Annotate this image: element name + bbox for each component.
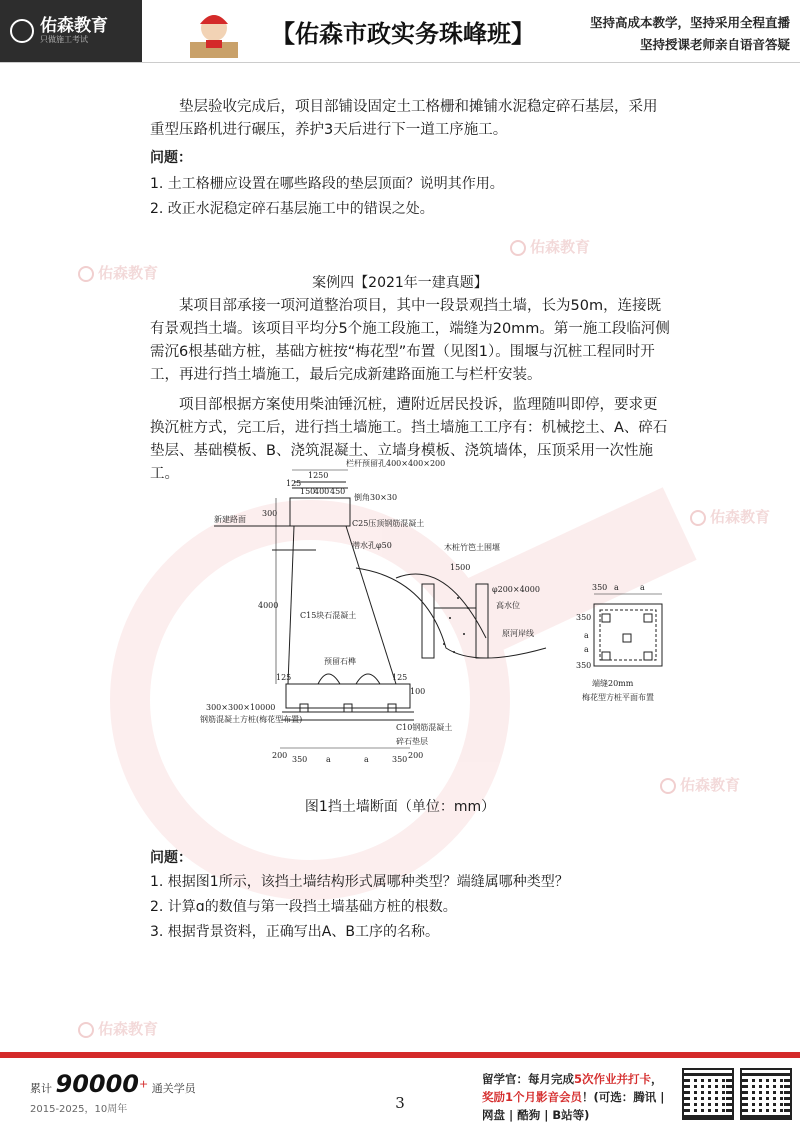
label-wall-concrete: C15块石混凝土	[300, 611, 357, 620]
case-paragraph-1: 某项目部承接一项河道整治项目，其中一段景观挡土墙，长为50m，连接既有景观挡土墙。该项目平均分5个施工段施工，端缝为20mm。第一施工段临河侧需沉6根基础方桩，基础方桩按“梅花型”布置（见图1）。围堰与沉桩工程同时开工，再进行挡土墙施工，最后完成新建路面施工与栏杆安装。	[150, 298, 670, 383]
dim-350: 350	[576, 613, 592, 622]
slogan-line-2: 坚持授课老师亲自语音答疑	[639, 37, 790, 52]
dim-350: 350	[392, 755, 408, 764]
question-item: 2. 改正水泥稳定碎石基层施工中的错误之处。	[150, 201, 434, 217]
label-gravel: 碎石垫层	[396, 737, 428, 746]
dim-350: 350	[576, 661, 592, 670]
dim-a: a	[364, 755, 369, 764]
footer-promo: 留学官：每月完成5次作业并打卡， 奖励1个月影音会员！(可选：腾讯 | 网盘 | 酷狗 | B站等)	[482, 1072, 665, 1122]
case-title: 案例四【2021年一建真题】	[312, 275, 488, 291]
page-header	[0, 0, 800, 64]
label-timber-pile: φ200×4000	[492, 585, 540, 594]
anniversary-years: 2015-2025，10周年	[30, 1104, 128, 1115]
dim-150: 150	[300, 487, 316, 496]
dim-400: 400	[314, 487, 330, 496]
header-divider	[0, 62, 800, 63]
qr-code-icon	[682, 1068, 734, 1120]
case-paragraph-2: 项目部根据方案使用柴油锤沉桩，遭附近居民投诉，监理随叫即停，要求更换沉桩方式，完工后，进行挡土墙施工。挡土墙施工工序有：机械挖土、A、碎石垫层、基础模板、B、浇筑混凝土、立墙身模板、浇筑墙体，压顶采用一次性施工。	[150, 397, 668, 482]
watermark: 佑森教育	[78, 262, 158, 283]
dim-200: 200	[408, 751, 424, 760]
dim-1500: 1500	[450, 563, 471, 572]
dim-125: 125	[276, 673, 292, 682]
question-item: 1. 土工格栅应设置在哪些路段的垫层顶面？说明其作用。	[150, 176, 504, 192]
label-new-road: 新建路面	[214, 515, 246, 524]
label-high-water: 高水位	[496, 601, 520, 610]
watermark-logo-icon	[510, 240, 526, 256]
dim-1250: 1250	[308, 471, 329, 480]
dim-125: 125	[392, 673, 408, 682]
intro-paragraph: 垫层验收完成后，项目部铺设固定土工格栅和摊铺水泥稳定碎石基层，采用重型压路机进行碾压，养护3天后进行下一道工序施工。	[150, 99, 658, 138]
label-pile-size: 300×300×10000	[206, 703, 276, 712]
questions-heading: 问题：	[150, 150, 192, 166]
page-number: 3	[395, 1094, 405, 1112]
brand-logo	[0, 0, 142, 62]
footer-band	[0, 1052, 800, 1058]
qr-code-icon	[740, 1068, 792, 1120]
dim-300: 300	[262, 509, 278, 518]
dim-a: a	[584, 645, 589, 654]
logo-tagline: 只做施工考试	[40, 35, 88, 44]
dim-4000: 4000	[258, 601, 279, 610]
label-weep-hole: 潜水孔φ50	[352, 541, 392, 550]
questions-heading: 问题：	[150, 850, 192, 866]
question-item: 2. 计算ɑ的数值与第一段挡土墙基础方桩的根数。	[150, 899, 457, 915]
retaining-wall-section-drawing	[196, 458, 672, 788]
page-title: 【佑森市政实务珠峰班】	[271, 20, 535, 48]
dim-100: 100	[410, 687, 426, 696]
watermark: 佑森教育	[78, 1018, 158, 1039]
mascot-icon	[186, 6, 242, 60]
logo-name: 佑森教育	[40, 16, 108, 36]
label-cofferdam: 木桩竹笆土围堰	[444, 543, 500, 552]
student-count: 累计 90000+ 通关学员	[30, 1070, 196, 1098]
dim-a: a	[640, 583, 645, 592]
label-stone-tenon: 预留石榫	[324, 657, 356, 666]
header-slogans	[590, 12, 790, 56]
label-plan-layout: 梅花型方桩平面布置	[582, 693, 654, 702]
dim-350: 350	[592, 583, 608, 592]
label-cap-concrete: C25压顶钢筋混凝土	[352, 519, 425, 528]
question-item: 1. 根据图1所示，该挡土墙结构形式属哪种类型？端缝属哪种类型？	[150, 874, 569, 890]
logo-emblem-icon	[10, 19, 34, 43]
dim-200: 200	[272, 751, 288, 760]
label-pile-desc: 钢筋混凝土方桩(梅花型布置)	[200, 715, 303, 724]
dim-a: a	[326, 755, 331, 764]
label-base-concrete: C10钢筋混凝土	[396, 723, 453, 732]
dim-a: a	[584, 631, 589, 640]
figure-caption: 图1挡土墙断面（单位：mm）	[304, 799, 496, 815]
dim-450: 450	[330, 487, 346, 496]
dim-125: 125	[286, 479, 302, 488]
label-chamfer: 倒角30×30	[354, 493, 398, 502]
label-riverbank: 原河岸线	[502, 629, 534, 638]
question-item: 3. 根据背景资料，正确写出A、B工序的名称。	[150, 924, 439, 940]
watermark: 佑森教育	[660, 774, 740, 795]
dim-a: a	[614, 583, 619, 592]
watermark-logo-icon	[78, 1022, 94, 1038]
slogan-line-1: 坚持高成本教学，坚持采用全程直播	[589, 15, 790, 30]
label-railing-hole: 栏杆预留孔400×400×200	[346, 459, 446, 468]
watermark: 佑森教育	[690, 506, 770, 527]
label-end-joint: 端缝20mm	[592, 679, 634, 688]
watermark: 佑森教育	[510, 236, 590, 257]
dim-350: 350	[292, 755, 308, 764]
